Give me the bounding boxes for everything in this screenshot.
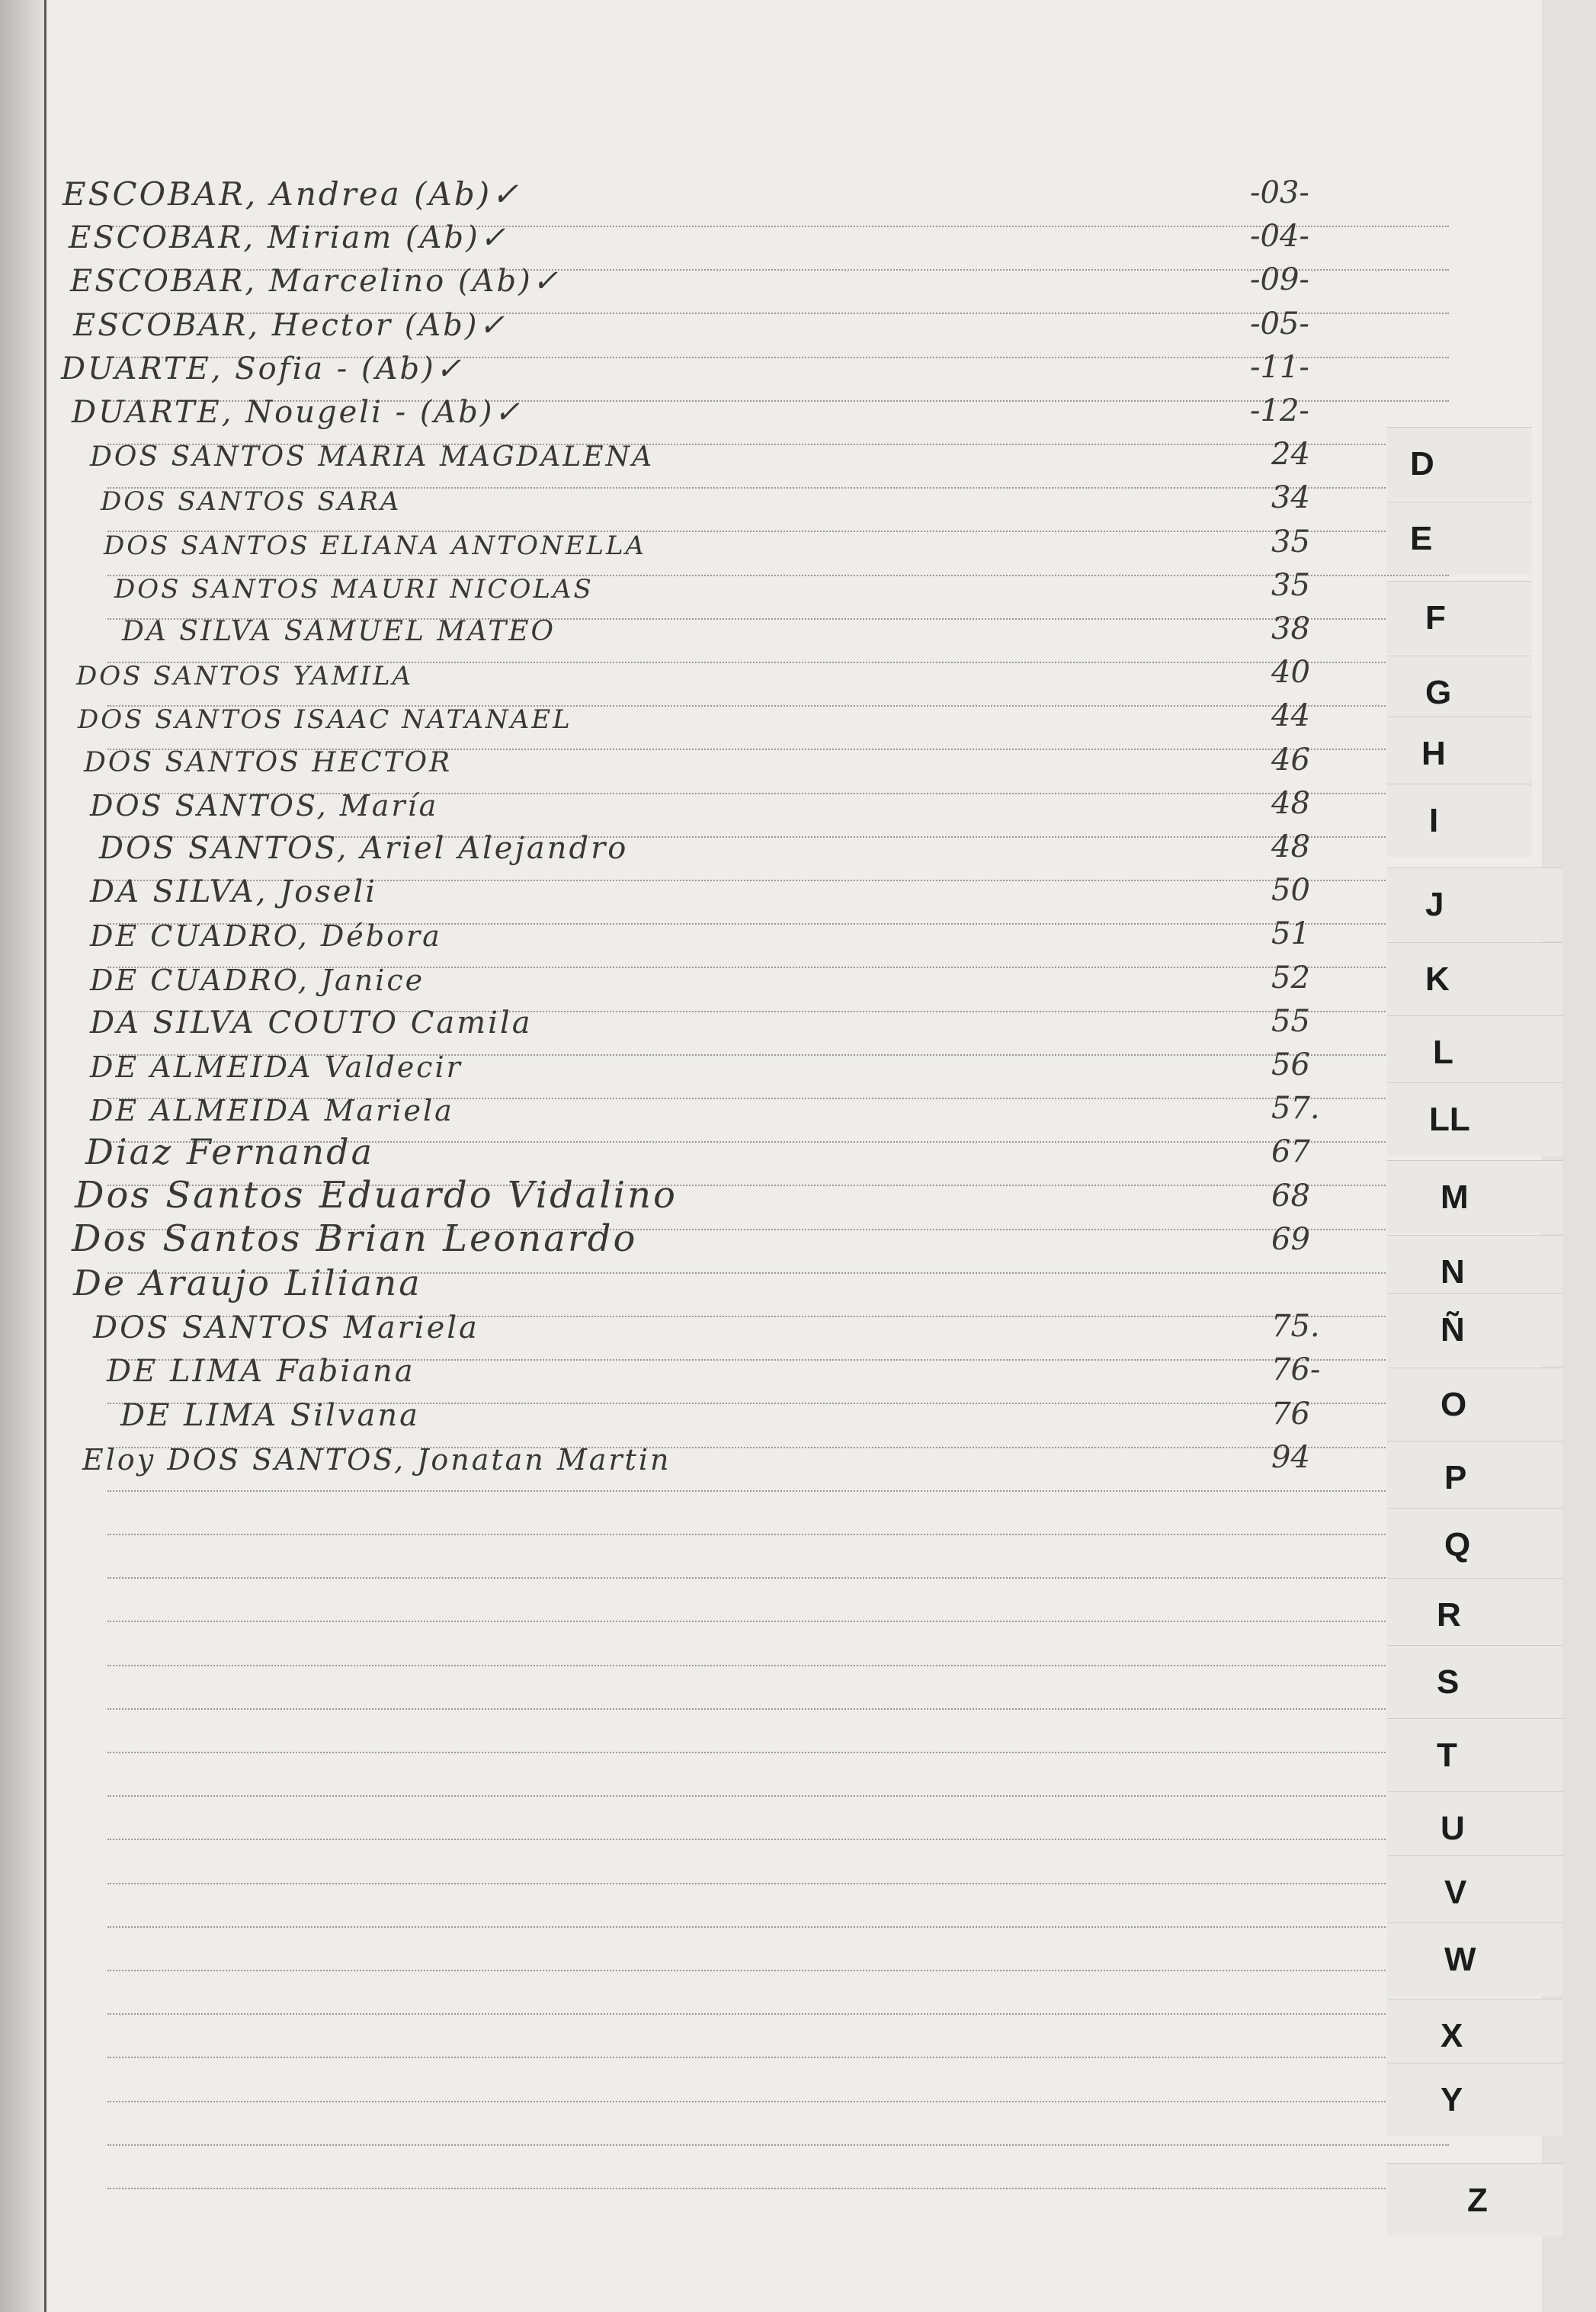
tab-label: LL [1429,1100,1470,1138]
index-entry-name: DOS SANTOS, Ariel Alejandro [99,831,629,866]
ruled-line [107,2013,1449,2015]
index-entry-name: DOS SANTOS HECTOR [84,746,453,778]
index-entry-page: 35 [1271,524,1310,560]
ruled-line [107,2144,1449,2146]
index-entry-page: 67 [1271,1134,1310,1170]
tab-letter-u[interactable] [1387,1791,1562,1865]
index-entry-page: 57. [1271,1091,1320,1127]
index-entry-name: DOS SANTOS SARA [101,486,402,518]
ruled-line [107,1665,1449,1666]
tab-label: U [1441,1809,1465,1847]
ruled-line [107,1970,1449,1971]
index-entry-name: DE LIMA Silvana [120,1397,420,1433]
tab-label: L [1433,1033,1453,1071]
tab-label: P [1444,1458,1467,1496]
tab-label: H [1421,734,1446,772]
index-entry-page: 75. [1271,1309,1320,1345]
tab-letter-s[interactable] [1387,1645,1562,1718]
tab-letter-l[interactable] [1387,1015,1562,1089]
ruled-line [107,2057,1449,2058]
tab-letter-d[interactable] [1387,427,1532,500]
tab-letter-o[interactable] [1387,1368,1562,1441]
index-entry-page: 38 [1271,611,1310,646]
index-entry-name: DE ALMEIDA Mariela [90,1094,454,1128]
tab-letter-q[interactable] [1387,1508,1562,1581]
index-entry-name: ESCOBAR, Andrea (Ab)✓ [62,175,521,213]
binding-shadow [0,0,46,2312]
ruled-line [107,1490,1449,1492]
tab-letter-ll[interactable] [1387,1082,1562,1156]
index-entry-page: -11- [1250,349,1309,385]
tab-label: O [1441,1385,1467,1423]
tab-letter-ñ[interactable] [1387,1293,1562,1366]
index-entry-page: 52 [1271,960,1310,996]
index-entry-name: DUARTE, Nougeli - (Ab)✓ [72,395,523,430]
tab-label: Z [1467,2181,1488,2219]
index-entry-name: DE LIMA Fabiana [107,1354,415,1390]
tab-label: V [1444,1873,1467,1911]
tab-label: E [1410,519,1433,557]
index-entry-page: 50 [1271,873,1310,909]
index-entry-name: DA SILVA COUTO Camila [90,1005,533,1041]
tab-label: W [1444,1940,1476,1978]
tab-label: D [1410,444,1434,483]
index-entry-page: 68 [1271,1178,1310,1214]
tab-letter-p[interactable] [1387,1441,1562,1514]
ruled-line [107,1752,1449,1753]
tab-label: J [1425,885,1444,923]
index-entry-page: 48 [1271,829,1310,864]
tab-label: K [1425,960,1450,998]
index-entry-name: DOS SANTOS MARIA MAGDALENA [90,441,655,473]
tab-label: S [1437,1663,1460,1701]
index-entry-name: DOS SANTOS ISAAC NATANAEL [78,704,572,736]
tab-label: N [1441,1252,1465,1291]
tab-label: Q [1444,1525,1471,1563]
index-entry-name: DE ALMEIDA Valdecir [90,1050,463,1084]
index-entry-name: ESCOBAR, Miriam (Ab)✓ [69,220,508,256]
index-entry-page: 51 [1271,916,1310,952]
index-entry-page: -09- [1250,262,1309,298]
ruled-line [107,1883,1449,1884]
index-entry-name: Eloy DOS SANTOS, Jonatan Martin [82,1442,671,1477]
index-entry-name: DOS SANTOS, María [90,788,439,823]
tab-label: Y [1441,2080,1463,2118]
index-entry-page: -05- [1250,306,1309,342]
tab-label: M [1441,1178,1469,1216]
tab-label: G [1425,673,1452,711]
index-entry-page: 40 [1271,655,1310,691]
tab-letter-k[interactable] [1387,942,1562,1015]
index-entry-name: ESCOBAR, Hector (Ab)✓ [73,307,507,343]
index-entry-page: 69 [1271,1221,1310,1257]
tab-label: T [1437,1736,1457,1774]
index-entry-page: 76 [1271,1396,1310,1432]
index-entry-page: 24 [1271,437,1310,473]
index-entry-name: DE CUADRO, Débora [90,919,442,954]
ruled-line [107,2188,1449,2189]
index-entry-page: 35 [1271,567,1310,603]
tab-label: I [1429,801,1439,839]
tab-label: F [1425,598,1446,637]
index-entry-name: DE CUADRO, Janice [90,963,425,997]
ruled-line [107,1795,1449,1797]
tab-letter-t[interactable] [1387,1718,1562,1791]
ruled-line [107,1534,1449,1535]
index-entry-name: Diaz Fernanda [85,1131,375,1173]
alphabet-tabs [1387,427,1596,2312]
index-entry-page: 76- [1271,1352,1321,1388]
index-entry-name: DUARTE, Sofia - (Ab)✓ [61,351,464,386]
index-entry-name: DOS SANTOS Mariela [93,1310,479,1346]
tab-label: X [1441,2016,1463,2054]
index-entry-name: De Araujo Liliana [73,1262,422,1304]
tab-letter-f[interactable] [1387,581,1532,654]
tab-label: Ñ [1441,1310,1465,1348]
ruled-line [107,2101,1449,2102]
index-entry-name: DOS SANTOS YAMILA [76,661,414,692]
tab-label: R [1437,1595,1461,1634]
tab-letter-z[interactable] [1387,2163,1562,2237]
ruled-line [107,1839,1449,1840]
index-entry-page: -03- [1250,175,1309,210]
ruled-line [107,1926,1449,1928]
tab-letter-h[interactable] [1387,717,1532,790]
index-entry-name: DOS SANTOS MAURI NICOLAS [114,573,594,604]
index-entry-page: 34 [1271,480,1310,516]
index-entry-page: 48 [1271,785,1310,821]
index-entry-page: 94 [1271,1439,1310,1475]
ruled-line [107,1577,1449,1579]
tab-letter-m[interactable] [1387,1160,1562,1233]
tab-letter-r[interactable] [1387,1578,1562,1651]
index-entry-page: -04- [1250,219,1309,255]
tab-letter-v[interactable] [1387,1855,1562,1929]
index-entry-page: 55 [1271,1003,1310,1039]
ruled-line [107,1621,1449,1622]
tab-letter-j[interactable] [1387,867,1562,941]
index-entry-name: Dos Santos Brian Leonardo [72,1217,638,1260]
index-entry-name: DA SILVA, Joseli [90,874,378,910]
index-entry-page: -12- [1250,393,1309,428]
index-entry-page: 44 [1271,698,1310,734]
index-entry-page: 46 [1271,742,1310,778]
index-entry-page: 56 [1271,1047,1310,1082]
tab-letter-e[interactable] [1387,502,1532,575]
tab-letter-i[interactable] [1387,784,1532,857]
tab-letter-y[interactable] [1387,2063,1562,2136]
tab-letter-x[interactable] [1387,1999,1562,2072]
index-entry-name: ESCOBAR, Marcelino (Ab)✓ [70,264,561,300]
ruled-line [107,1708,1449,1710]
index-entry-name: DOS SANTOS ELIANA ANTONELLA [104,530,647,561]
index-entry-name: Dos Santos Eduardo Vidalino [75,1173,678,1217]
tab-letter-w[interactable] [1387,1922,1562,1996]
index-entry-name: DA SILVA SAMUEL MATEO [122,616,556,647]
